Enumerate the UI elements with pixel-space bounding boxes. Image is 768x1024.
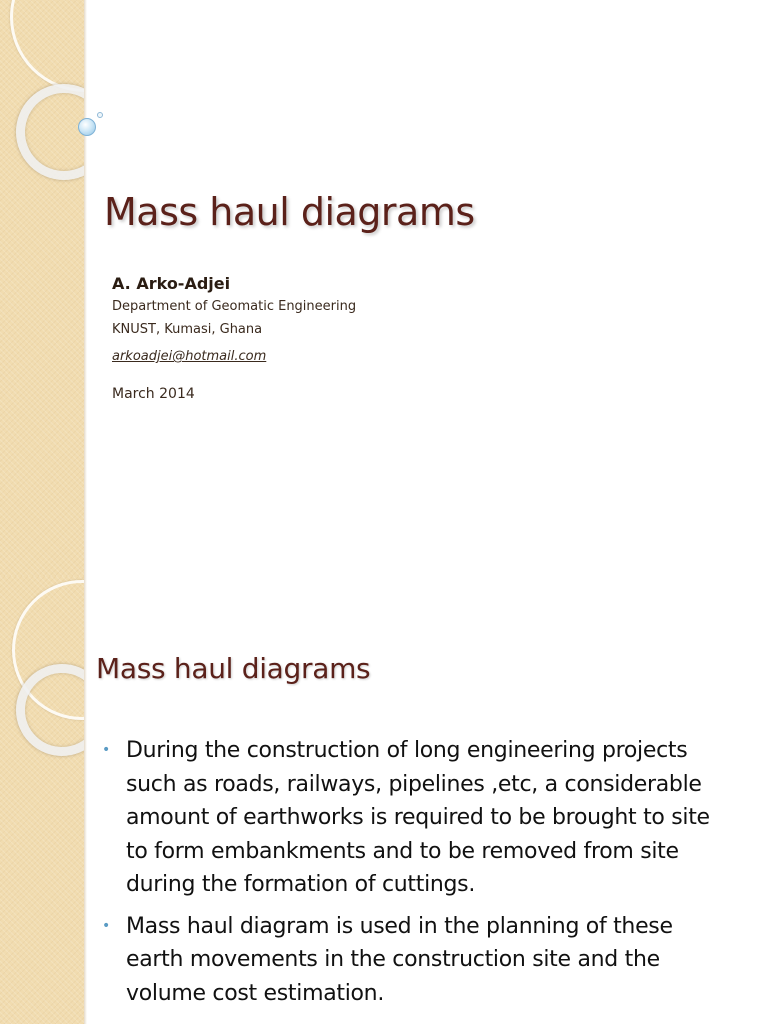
bullet-text: During the construction of long engineering projects such as roads, railways, pipelines ,etc, a considerable amount of earthworks is required to be brought to site to form embankments and to be removed from site during the formation of cuttings. xyxy=(126,738,710,897)
band-edge-divider xyxy=(84,0,87,576)
slide-title: Mass haul diagrams xyxy=(104,190,475,234)
author-institution: KNUST, Kumasi, Ghana xyxy=(112,322,263,337)
list-item xyxy=(100,734,710,902)
decorative-side-band xyxy=(0,576,84,1024)
content-slide xyxy=(0,576,768,1024)
author-name: A. Arko-Adjei xyxy=(112,274,231,293)
bubble-icon xyxy=(78,118,96,136)
bullet-text: Mass haul diagram is used in the planning of these earth movements in the construction site and the volume cost estimation. xyxy=(126,913,673,1006)
bullet-dot-icon: • xyxy=(102,742,110,758)
presentation-date: March 2014 xyxy=(112,386,195,402)
slide-title: Mass haul diagrams xyxy=(96,652,371,685)
author-department: Department of Geomatic Engineering xyxy=(112,299,357,314)
decorative-side-band xyxy=(0,0,84,576)
ring-ornament-icon xyxy=(10,0,84,92)
bubble-icon xyxy=(97,112,103,118)
band-edge-divider xyxy=(84,576,87,1024)
author-block xyxy=(112,274,356,402)
author-email-link[interactable]: arkoadjei@hotmail.com xyxy=(112,349,267,364)
ring-ornament-icon xyxy=(16,84,84,180)
bullet-list xyxy=(100,734,710,1018)
bullet-dot-icon: • xyxy=(102,917,110,934)
list-item xyxy=(100,910,710,1011)
